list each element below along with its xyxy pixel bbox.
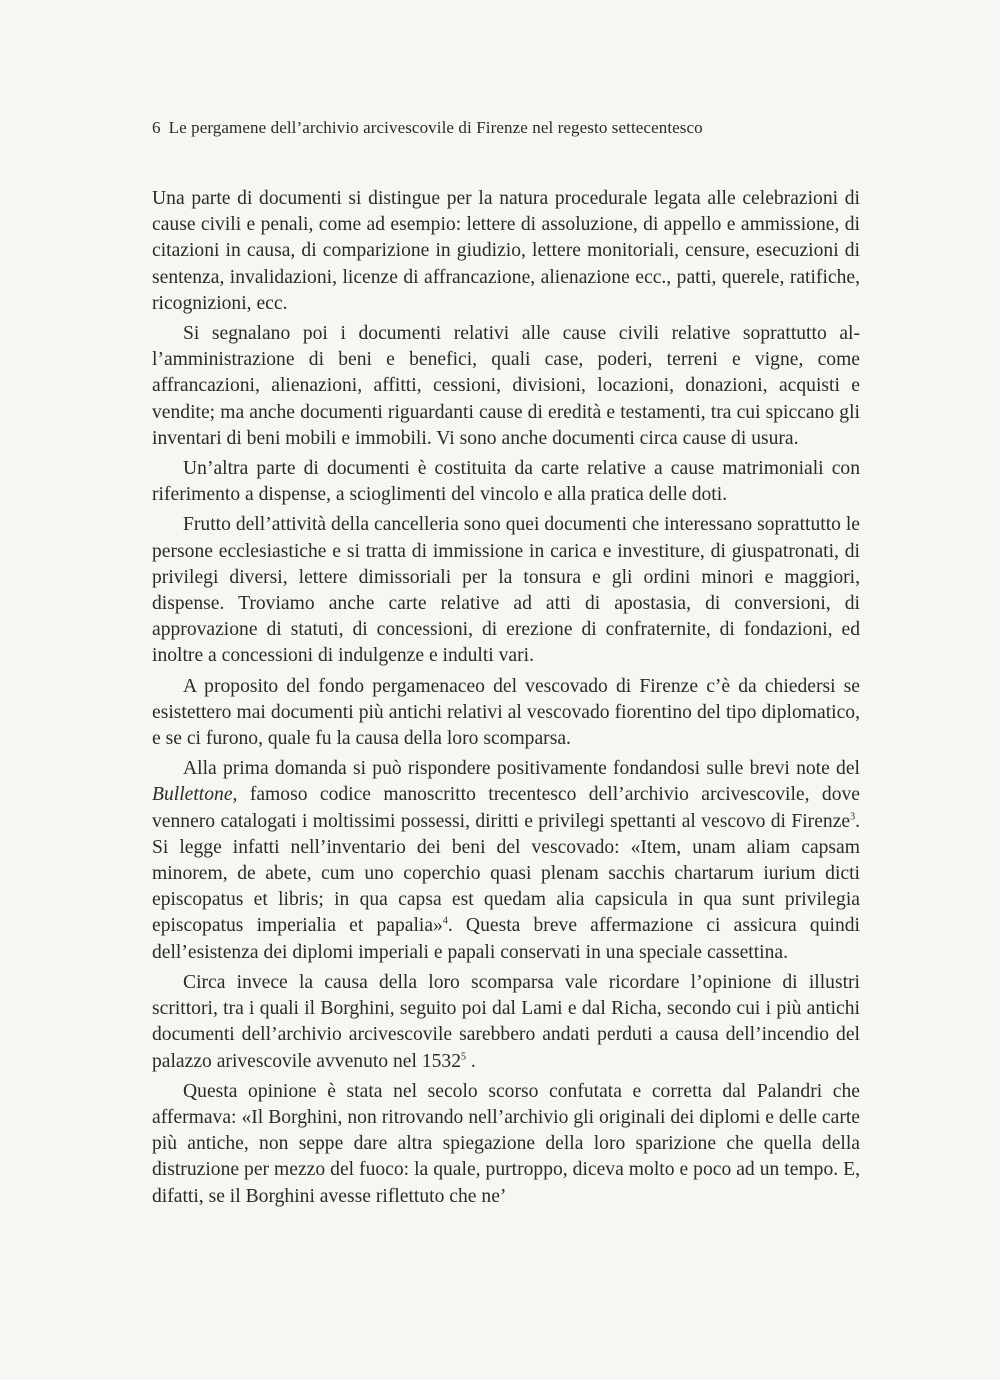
bullettone-title: Bullettone <box>152 784 233 806</box>
paragraph-diplomatic-question: A proposito del fondo pergamenaceo del vescovado di Firenze c’è da chiedersi se esistettero mai documenti più antichi relativi al vescovado fiorentino del tipo diplomatico, e se ci furono, quale fu la causa della loro scomparsa. <box>152 675 860 750</box>
paragraph-bullettone: Alla prima domanda si può rispondere positivamente fondandosi sulle brevi note del Bullettone, famoso codice manoscritto trecentesco dell’archivio arcivescovile, dove vennero catalogati i moltissimi possessi, diritti e privilegi spettanti al vescovo di Firenze$^3$. Si legge infatti nell’inventario dei beni del vescovado: «Item, unam aliam capsam minorem, de abete, cum uno coperchio quasi plenam sacchis chartarum iurium dicti episcopatus et libris; in qua capsa est quedam alia capsicula in qua sunt privilegia episcopatus imperialia et papalia»$^4$. Questa breve affermazione ci assicura quindi dell’esistenza dei diplomi imperiali e papali conservati in una speciale cassettina. <box>152 758 860 963</box>
running-title: Le pergamene dell’archivio arcivescovile di Firenze nel regesto settecentesco <box>168 118 703 137</box>
body-text <box>152 186 860 1214</box>
paragraph-procedural-documents: Una parte di documenti si distingue per la natura procedurale legata alle celebrazioni di cause civili e penali, come ad esempio: lettere di assoluzione, di appello e ammissione, di citazioni in causa, di comparizione in giudizio, lettere monitoriali, censure, esecuzioni di sentenza, invalidazioni, licenze di affrancazione, alienazione ecc., patti, querele, ratifiche, ricognizioni, ecc. <box>152 188 860 314</box>
paragraph-chancery-documents: Frutto dell’attività della cancelleria sono quei documenti che interessano soprattutto le persone ecclesiastiche e si tratta di immissione in carica e investiture, di giuspatronati, di privilegi diversi, lettere dimissoriali per la tonsura e gli ordini minori e maggiori, dispense. Troviamo anche carte relative ad atti di apostasia, di conversioni, di approvazione di statuti, di concessioni, di erezione di confraternite, di fondazioni, ed inoltre a concessioni di indulgenze e indulti vari. <box>152 514 860 667</box>
running-head <box>152 116 872 140</box>
paragraph-fire-theory: Circa invece la causa della loro scomparsa vale ricordare l’opinione di illustri scrittori, tra i quali il Borghini, seguito poi dal Lami e dal Richa, secondo cui i più antichi documenti dell’archivio arcivescovile sarebbero andati perduti a causa dell’incendio del palazzo arivescovile avvenuto nel 1532$^5$ . <box>152 971 860 1072</box>
footnote-ref-3[interactable]: 3 <box>850 811 856 823</box>
paragraph-palandri: Questa opinione è stata nel secolo scorso confutata e corretta dal Palandri che affermava: «Il Borghini, non ritrovando nell’archivio gli originali dei diplomi e delle carte più antiche, non seppe dare altra spiegazione della loro sparizione che quella della distruzione per mezzo del fuoco: la quale, purtroppo, diceva molto e poco ad un tempo. E, difatti, se il Borghini avesse riflettuto che ne’ <box>152 1080 860 1207</box>
footnote-ref-4[interactable]: 4 <box>442 915 448 927</box>
footnote-ref-5[interactable]: 5 <box>461 1050 467 1062</box>
paragraph-civil-causes: Si segnalano poi i documenti relativi alle cause civili relative soprattutto all’amministrazione di beni e benefici, quali case, poderi, terreni e vigne, come affrancazioni, alienazioni, affitti, cessioni, divisioni, locazioni, donazioni, acquisti e vendite; ma anche documenti riguardanti cause di eredità e testamenti, tra cui spiccano gli inventari di beni mobili e immobili. Vi sono anche documenti circa cause di usura. <box>152 323 860 449</box>
paragraph-matrimonial-causes: Un’altra parte di documenti è costituita da carte relative a cause matrimoniali con riferimento a dispense, a scioglimenti del vincolo e alla pratica delle doti. <box>152 458 860 506</box>
page-number: 6 <box>152 118 161 137</box>
